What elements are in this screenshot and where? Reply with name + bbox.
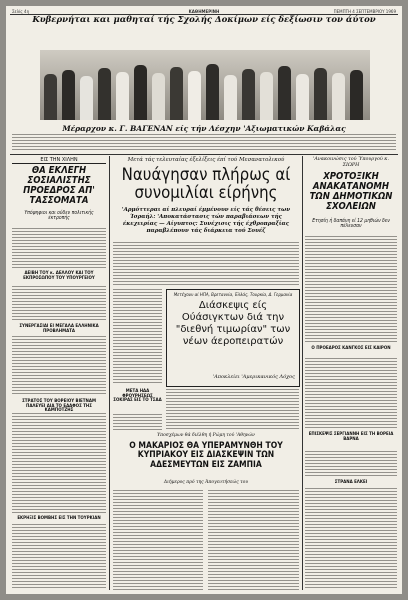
left-story-text <box>12 228 106 268</box>
center-side-note-text <box>113 414 162 430</box>
left-headline: ΘΑ ΕΚΛΕΓΗ ΣΟΣΙΑΛΙΣΤΗΣ ΠΡΟΕΔΡΟΣ ΑΠ' ΤΑΣΣΟΜΑΤΑ <box>23 165 95 206</box>
center-side-note: ΜΕΤΑ ΗΔΑ ΦΡΟΥΡΗΣΕΩΣ ΣΟΚΙΡΑΣ ΕΙΣ ΤΟ ΤΣΑΔ <box>113 388 162 403</box>
group-photo <box>40 50 370 120</box>
right-headline: ΧΡΟΤΟΞΙΚΗ ΑΝΑΚΑΤΑΝΟΜΗ ΤΩΝ ΔΗΜΟΤΙΚΩΝ ΣΧΟΛΕΙΩΝ <box>309 171 393 212</box>
right-brief-2: ΕΠΙΣΚΕΨΙΣ ΣΕΡΓΙΑΝΝΗ ΕΙΣ ΤΗ ΒΟΡΕΙΑ ΒΑΡΝΑ <box>308 431 394 441</box>
makarios-text-col2 <box>208 490 299 590</box>
makarios-text-col1 <box>113 490 203 590</box>
page-number: Σελίς 4η <box>12 9 30 14</box>
column-rule-left <box>109 156 110 590</box>
right-label: 'Ανακοινώσις τού Ύπουργού κ. ΣΙΩΡΗ <box>313 157 389 168</box>
left-brief-4: ΕΚΡΗΞΙΣ ΒΟΜΒΗΣ ΕΙΣ ΤΗΝ ΤΟΥΡΚΙΑΝ <box>17 515 101 520</box>
conference-story-text <box>166 389 299 429</box>
right-brief-1-text <box>305 358 397 428</box>
right-story-text <box>305 236 397 342</box>
left-brief-2: ΣΥΝΕΡΓΑΣΙΑΙ ΕΙ ΜΕΓΑΛΑ ΕΛΛΗΝΙΚΑ ΠΡΟΒΛΗΜΑΤΑ <box>19 323 99 333</box>
center-story-text <box>113 242 299 286</box>
makarios-subhead: Διήμερος πρό της Άπογευτήσεώς του <box>163 480 249 485</box>
conference-box <box>166 289 300 387</box>
center-side-text <box>113 289 162 385</box>
right-brief-2-text <box>305 451 397 477</box>
conference-headline: Διάσκεψις είς Ούάσιγκτων διά την "διεθνή τιμωρίαν" των νέων άεροπειρατών <box>175 300 291 347</box>
left-brief-2-text <box>12 336 106 396</box>
left-brief-3-text <box>12 413 106 513</box>
conference-byline: 'Αποκλείει 'Αμερικανικός Λόχος <box>212 374 295 380</box>
section-rule <box>10 154 398 155</box>
right-subhead: Ετησίη ή δαπάνη εί 12 μηθιών δεν πέλευσαν <box>312 218 390 230</box>
conference-kicker: Μετέχουν αί ΗΠΑ, Βρεταννία, Έλλάς, Τουρκία, Δ. Γερμανία <box>173 292 293 297</box>
left-brief-1: ΔΕΙΒΗ ΤΟΥ κ. ΔΕΛΛΟΥ ΚΑΙ ΤΟΥ ΕΚΠΡΟΣΩΠΟΥ ΤΟΥ ΥΠΟΥΡΓΕΙΟΥ <box>23 270 95 280</box>
masthead: ΚΑΘΗΜΕΡΙΝΗ <box>188 9 220 14</box>
center-headline: Ναυάγησαν πλήρως αί συνομιλίαι είρήνης <box>121 163 291 203</box>
left-subhead: Υπόψηφιοι και ούδεν πολιτικής έκτροπής <box>24 210 94 222</box>
right-brief-1: Ο ΠΡΟΕΔΡΟΣ ΚΑΝΓΚΟΣ ΕΙΣ ΚΑΙΡΟΝ <box>311 345 391 350</box>
makarios-kicker: Υποσχέμων θά διέλθη ή Ρώμη τού 'Αθηνών <box>157 433 255 438</box>
column-rule-right <box>302 156 303 590</box>
newspaper-page <box>6 6 402 594</box>
left-brief-4-text <box>12 524 106 590</box>
issue-date: ΠΕΜΠΤΗ 4 ΣΕΠΤΕΜΒΡΙΟΥ 1969 <box>333 9 396 14</box>
photo-headline: Κυβερνήται και μαθηταί τής Σχολής Δοκίμων είς δεξίωσιν τον άύτον <box>32 15 376 25</box>
right-brief-3: ΣΤΡΑΝΔ ΕΛΚΕΙ <box>334 479 368 484</box>
caption-body-text <box>12 134 396 152</box>
photo-caption: Μέραρχον κ. Γ. ΒΑΓΕΝΑΝ είς τήν Λέσχην 'Αξιωματικών Καβάλας <box>62 124 346 133</box>
center-kicker: Μετά τάς τελευταίας έξελίξεις έπί τού Μεσανατολικού <box>127 157 285 163</box>
left-brief-1-text <box>12 286 106 320</box>
right-brief-3-text <box>305 488 397 590</box>
center-deck: 'Αρμόττεραι αί πλευραί έμμένουν είς τάς θέσεις των Ίσραήλ: 'Αποκατάστασις τών παραβιάσεων τής έκεχειρίας — Αίγυπτος: Συνέχισις τής έχθροπραξίας παραβλέπουν τάς διάρκεια τού Σουέζ <box>121 207 291 234</box>
left-section-label: ΕΙΣ ΤΗΝ ΧΙΛΗΝ <box>12 157 106 164</box>
makarios-headline: Ο ΜΑΚΑΡΙΟΣ ΘΑ ΥΠΕΡΑΜΥΝΘΗ ΤΟΥ ΚΥΠΡΙΑΚΟΥ ΕΙΣ ΔΙΑΣΚΕΨΙΝ ΤΩΝ ΑΔΕΣΜΕΥΤΩΝ ΕΙΣ ΖΑΜΠΙΑ <box>129 441 283 470</box>
left-brief-3: ΣΤΡΑΤΟΣ ΤΟΥ ΒΟΡΕΙΟΥ ΒΙΕΤΝΑΜ ΠΑΛΕΥΕΙ ΔΙΑ ΤΟ ΕΔΑΦΟΣ ΤΗΣ ΚΑΜΠΟΤΖΗΣ <box>22 398 96 413</box>
